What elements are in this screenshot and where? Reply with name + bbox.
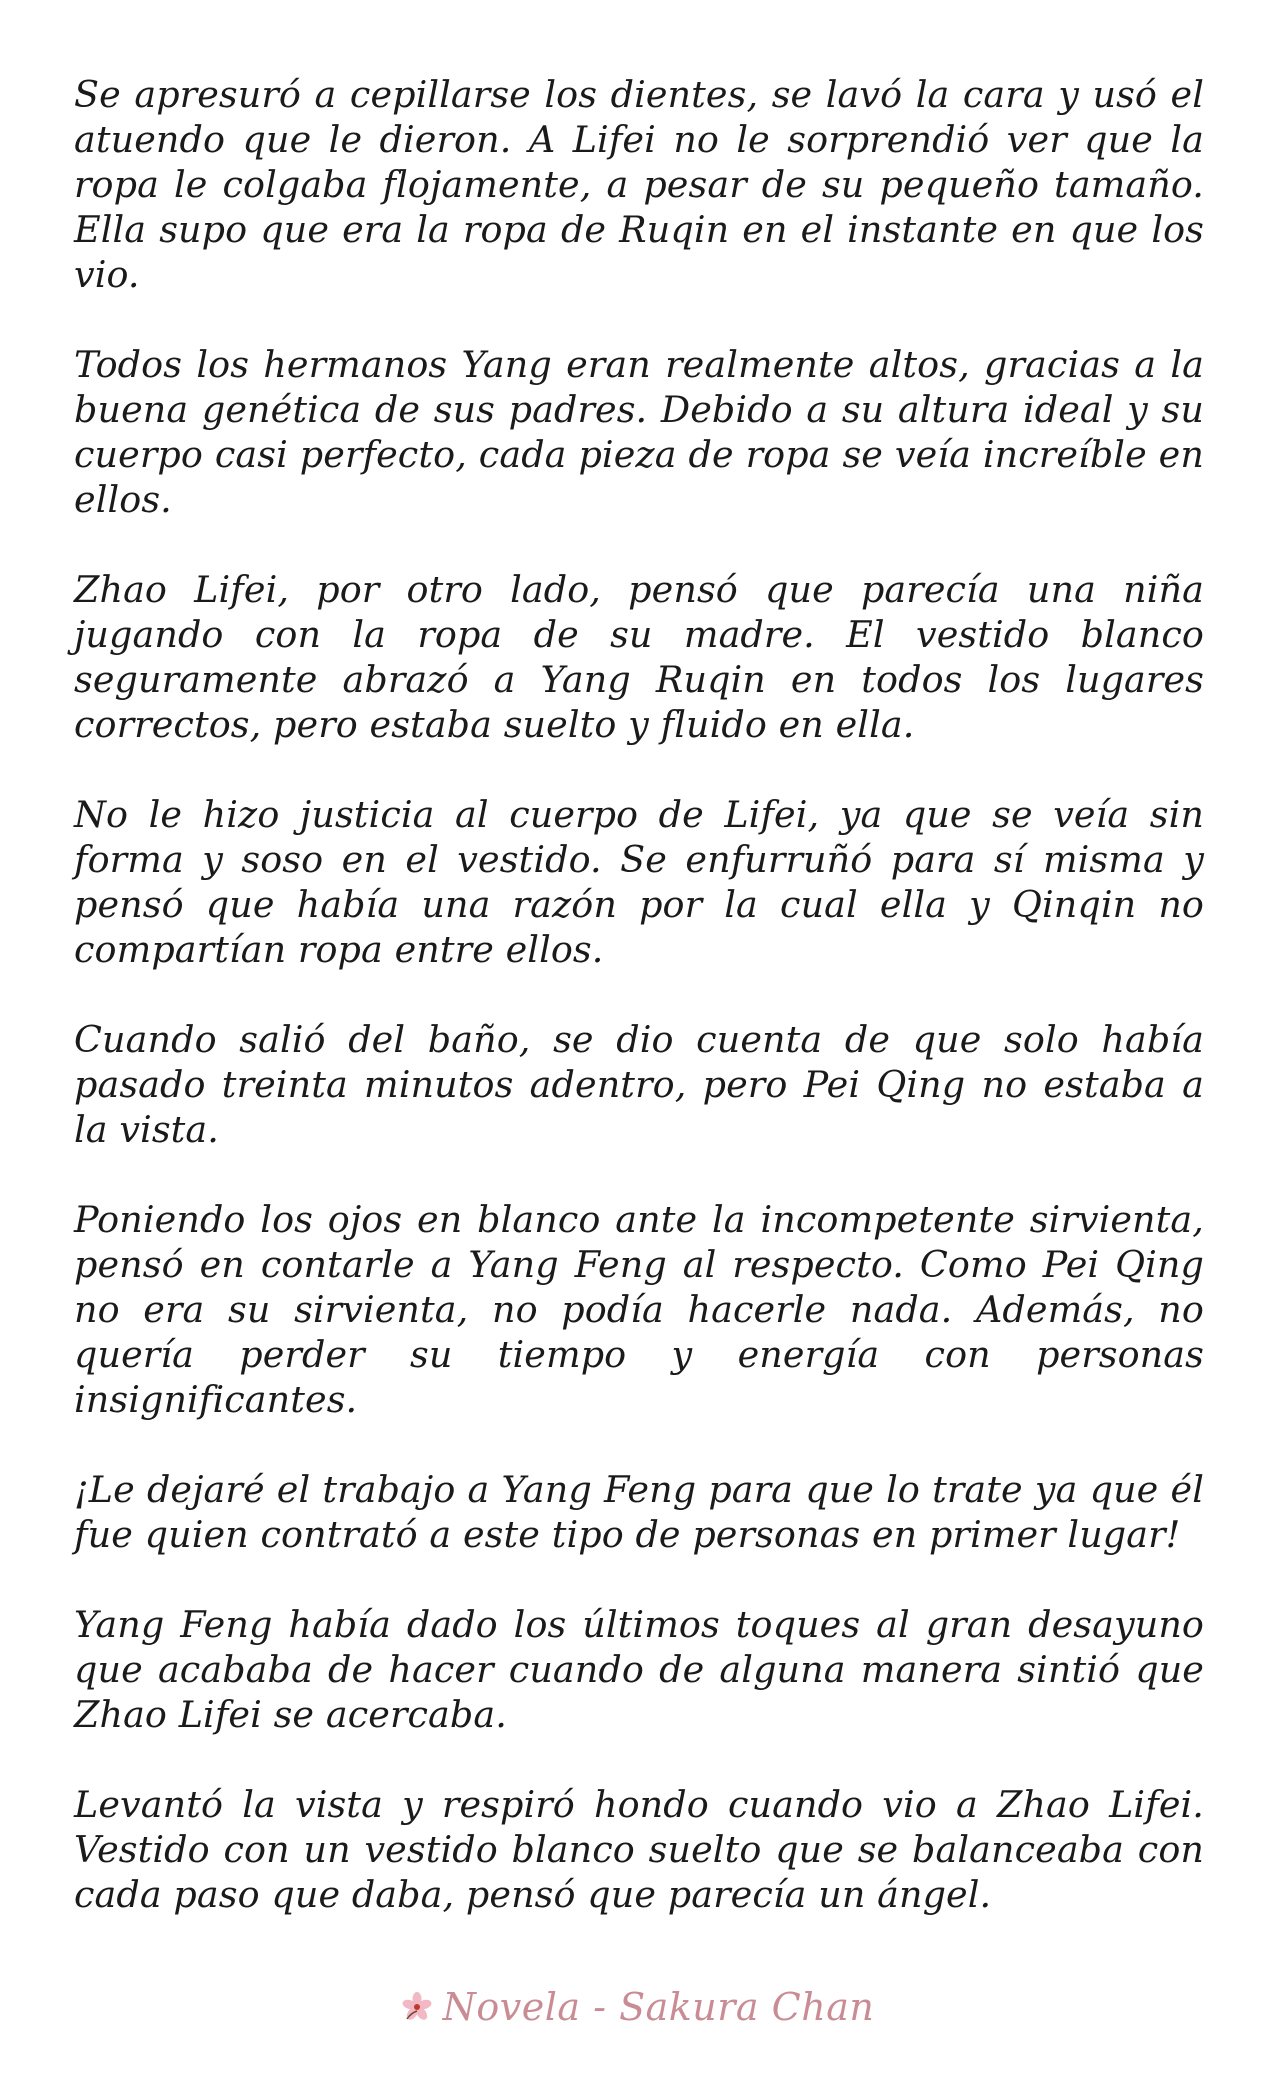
- paragraph: Zhao Lifei, por otro lado, pensó que parecía una niña jugando con la ropa de su madre. El vestido blanco seguramente abrazó a Yang Ruqin en todos los lugares correctos, pero estaba suelto y fluido en ella.: [74, 568, 1204, 746]
- paragraph: ¡Le dejaré el trabajo a Yang Feng para que lo trate ya que él fue quien contrató a este tipo de personas en primer lugar!: [74, 1468, 1204, 1556]
- paragraph: Cuando salió del baño, se dio cuenta de que solo había pasado treinta minutos adentro, pero Pei Qing no estaba a la vista.: [74, 1018, 1204, 1151]
- document-body: [74, 72, 1204, 1962]
- sakura-flower-icon: [401, 1991, 433, 2023]
- paragraph: Levantó la vista y respiró hondo cuando vio a Zhao Lifei. Vestido con un vestido blanco suelto que se balanceaba con cada paso que daba, pensó que parecía un ángel.: [74, 1783, 1204, 1916]
- paragraph: Todos los hermanos Yang eran realmente altos, gracias a la buena genética de sus padres. Debido a su altura ideal y su cuerpo casi perfecto, cada pieza de ropa se veía increíble en ellos.: [74, 343, 1204, 521]
- watermark: [0, 1982, 1275, 2032]
- paragraph: Poniendo los ojos en blanco ante la incompetente sirvienta, pensó en contarle a Yang Feng al respecto. Como Pei Qing no era su sirvienta, no podía hacerle nada. Además, no quería perder su tiempo y energía con personas insignificantes.: [74, 1198, 1204, 1421]
- paragraph: Se apresuró a cepillarse los dientes, se lavó la cara y usó el atuendo que le dieron. A Lifei no le sorprendió ver que la ropa le colgaba flojamente, a pesar de su pequeño tamaño. Ella supo que era la ropa de Ruqin en el instante en que los vio.: [74, 73, 1204, 296]
- paragraph: No le hizo justicia al cuerpo de Lifei, ya que se veía sin forma y soso en el vestido. Se enfurruñó para sí misma y pensó que había una razón por la cual ella y Qinqin no compartían ropa entre ellos.: [74, 793, 1204, 971]
- paragraph: Yang Feng había dado los últimos toques al gran desayuno que acababa de hacer cuando de alguna manera sintió que Zhao Lifei se acercaba.: [74, 1603, 1204, 1736]
- watermark-text: Novela - Sakura Chan: [442, 1985, 875, 2029]
